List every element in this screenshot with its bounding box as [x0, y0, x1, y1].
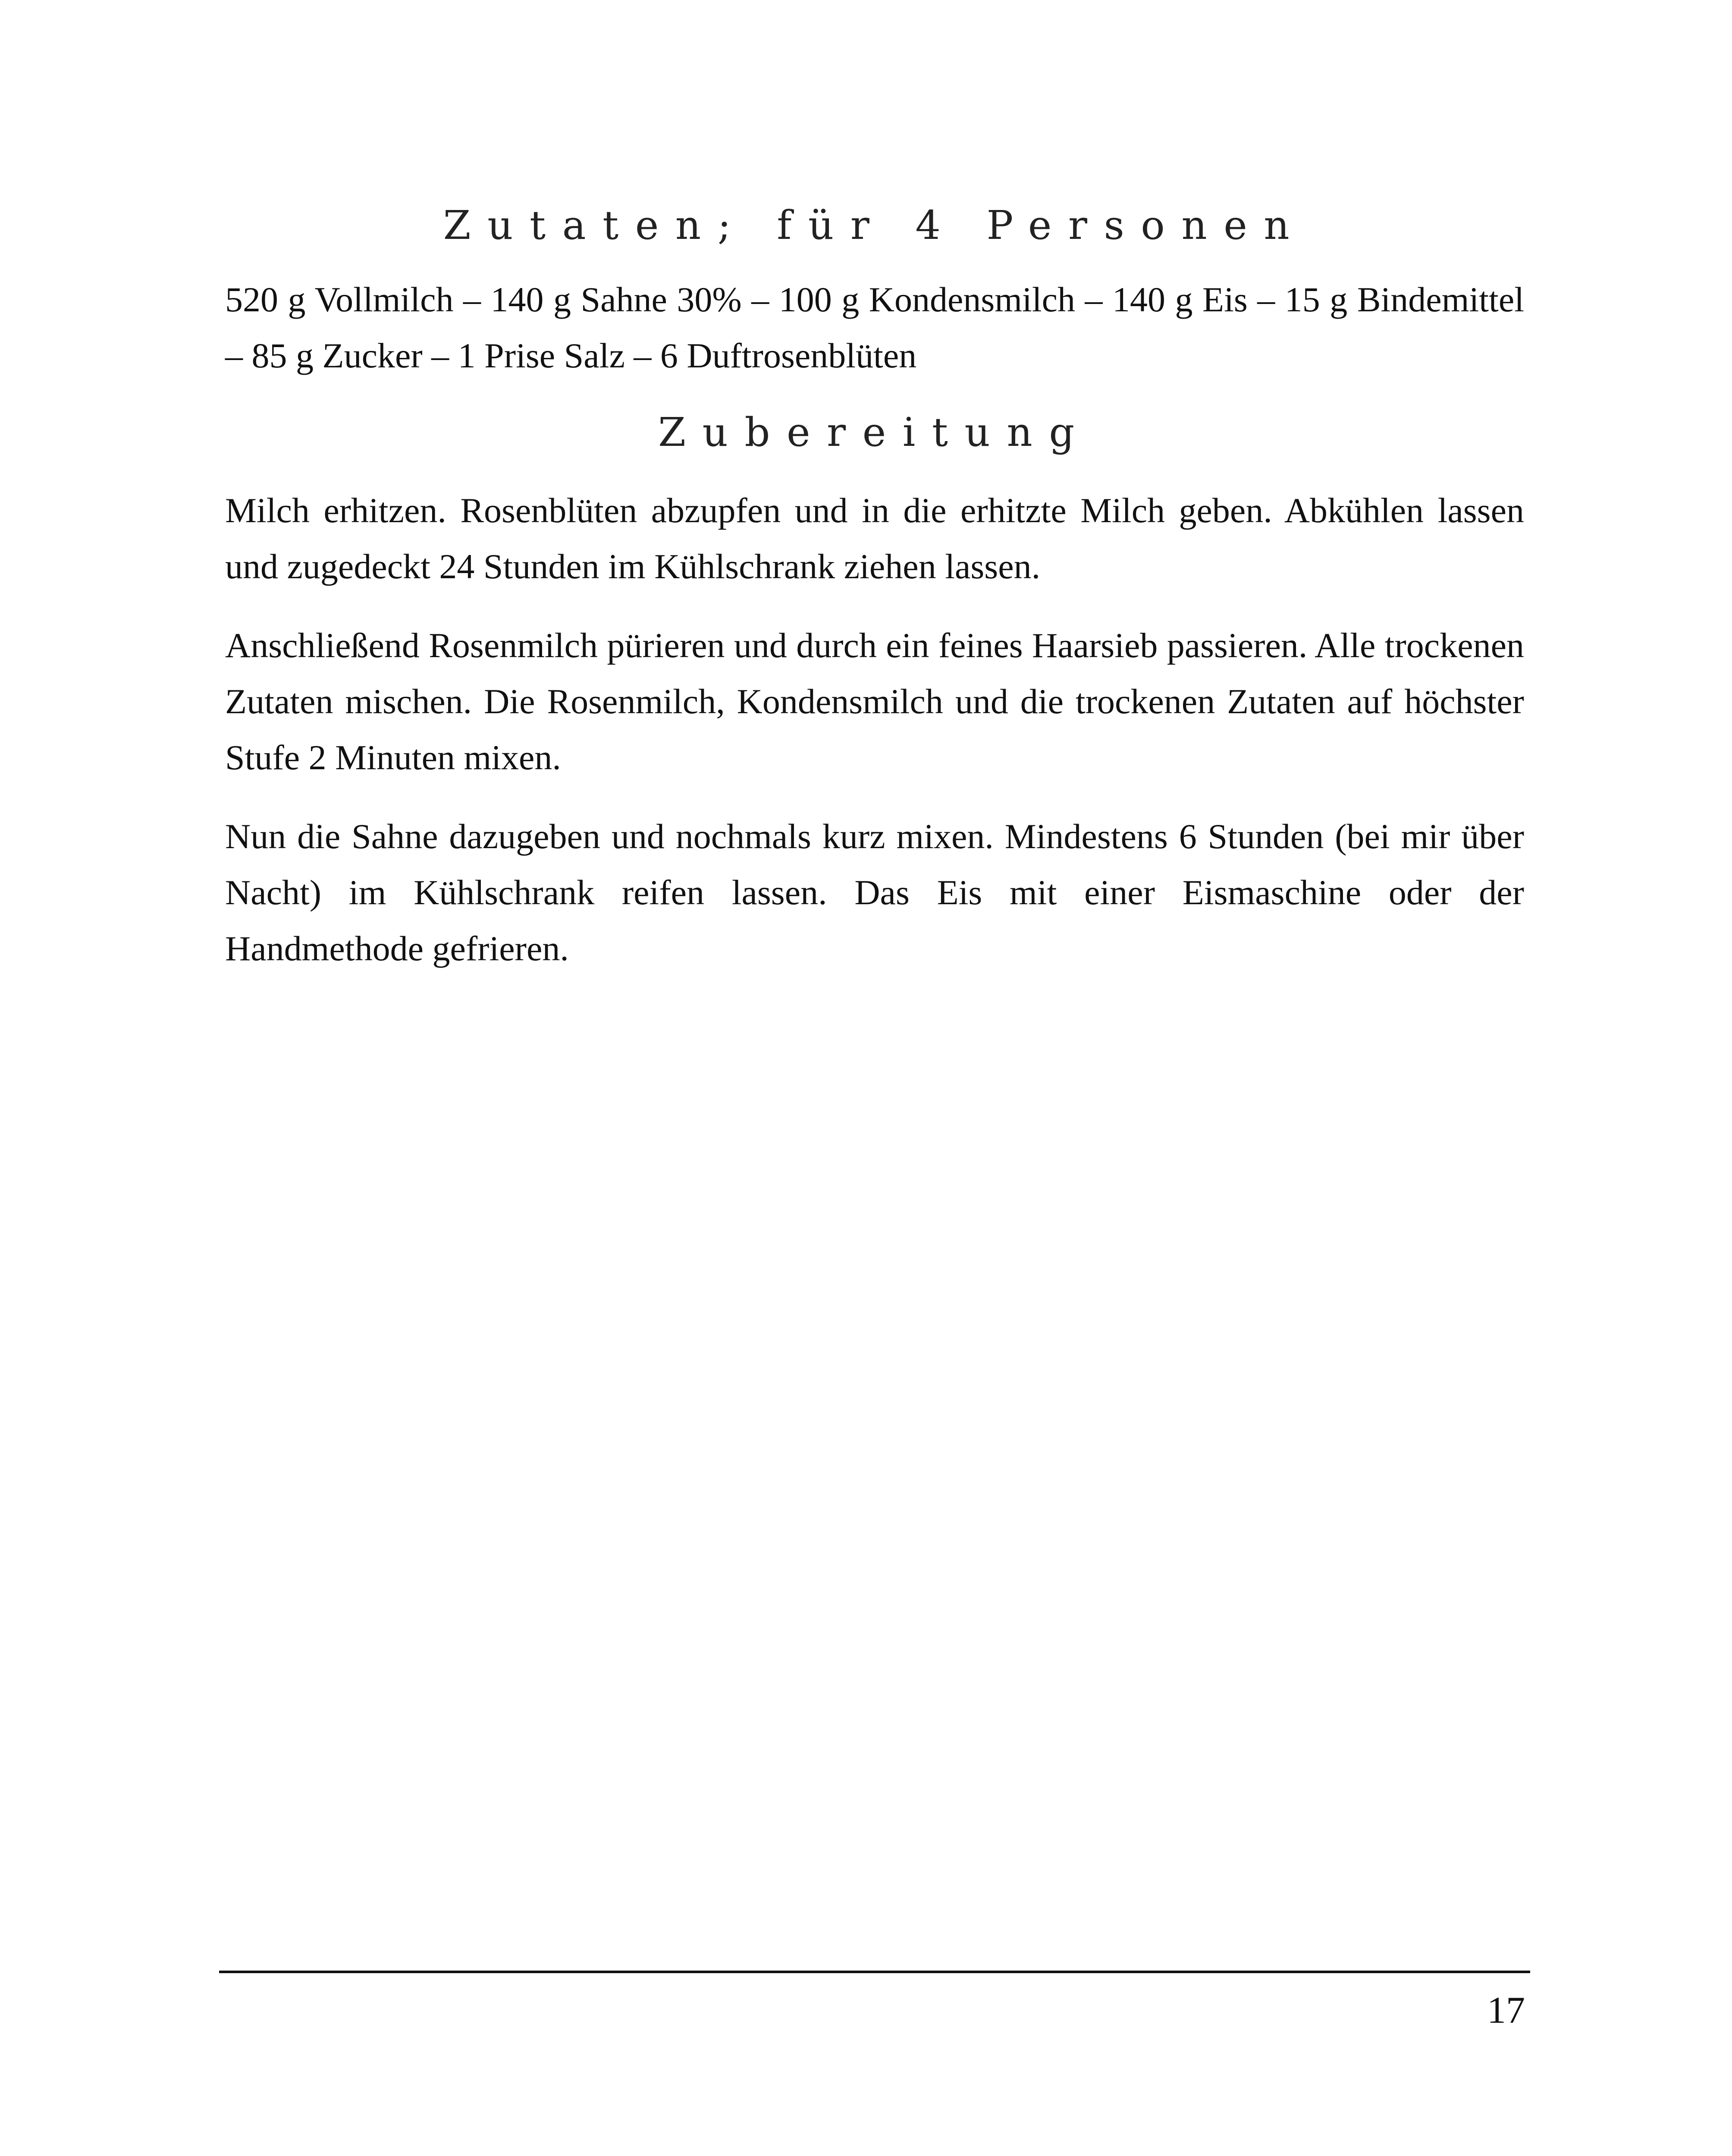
preparation-paragraph-3: Nun die Sahne dazugeben und nochmals kurz mixen. Mindestens 6 Stunden (bei mir über Nacht) im Kühlschrank reifen lassen. Das Eis mit einer Eismaschine oder der Handmethode gefrieren.	[225, 816, 1524, 968]
preparation-paragraph-2: Anschließend Rosenmilch pürieren und durch ein feines Haarsieb passieren. Alle trockenen Zutaten mischen. Die Rosenmilch, Kondensmilch und die trockenen Zutaten auf höchster Stufe 2 Minuten mixen.	[225, 625, 1524, 777]
preparation-paragraph-1: Milch erhitzen. Rosenblüten abzupfen und in die erhitzte Milch geben. Abkühlen lassen und zugedeckt 24 Stunden im Kühlschrank ziehen lassen.	[225, 490, 1524, 586]
ingredients-heading: Zutaten; für 4 Personen	[443, 202, 1306, 248]
page-content	[225, 202, 1524, 977]
ingredients-text: 520 g Vollmilch – 140 g Sahne 30% – 100 g Kondensmilch – 140 g Eis – 15 g Bindemittel – 85 g Zucker – 1 Prise Salz – 6 Duftrosenblüten	[225, 280, 1524, 376]
preparation-heading: Zubereitung	[658, 409, 1091, 456]
footer-divider	[219, 1971, 1530, 1973]
page-number: 17	[1487, 1990, 1525, 2031]
